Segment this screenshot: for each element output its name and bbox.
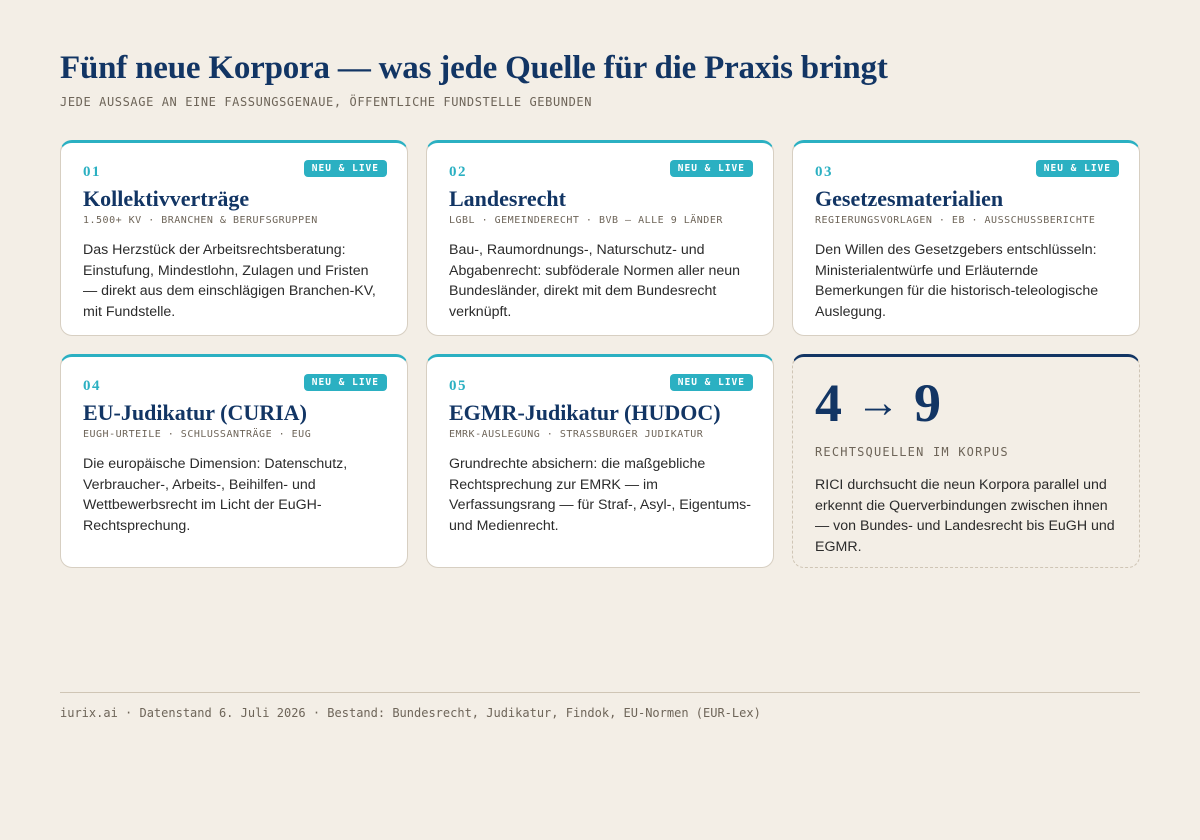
arrow-right-icon: →: [856, 378, 900, 427]
card-description: Grundrechte absichern: die maßgebliche Rechtsprechung zur EMRK — im Verfassungsrang — für Straf-, Asyl-, Eigentums- und Medienrecht.: [449, 456, 751, 534]
card-title: EGMR-Judikatur (HUDOC): [449, 400, 721, 425]
corpus-count: [815, 373, 1117, 437]
card-number: 05: [449, 378, 467, 394]
count-from: 4: [815, 373, 842, 433]
card-meta: 1.500+ KV · BRANCHEN & BERUFSGRUPPEN: [83, 215, 318, 226]
card-meta: LGBL · GEMEINDERECHT · BVB — ALLE 9 LÄNDER: [449, 215, 723, 226]
card-description: Das Herzstück der Arbeitsrechtsberatung: Einstufung, Mindestlohn, Zulagen und Fristen — direkt aus dem einschlägigen Branchen-KV, mit Fundstelle.: [83, 242, 376, 320]
card-number: 01: [83, 164, 101, 180]
status-badge: NEU & LIVE: [1036, 160, 1119, 177]
status-badge: NEU & LIVE: [670, 160, 753, 177]
card-title: EU-Judikatur (CURIA): [83, 400, 307, 425]
summary-description: RICI durchsucht die neun Korpora parallel und erkennt die Querverbindungen zwischen ihnen — von Bundes- und Landesrecht bis EuGH und EGMR.: [815, 477, 1115, 555]
card-description: Den Willen des Gesetzgebers entschlüsseln: Ministerialentwürfe und Erläuternde Bemerkungen für die historisch-teleologische Auslegung.: [815, 242, 1099, 320]
card-number: 04: [83, 378, 101, 394]
corpus-card-kollektivvertraege: [60, 140, 408, 336]
card-title: Gesetzesmaterialien: [815, 186, 1004, 211]
footer-divider: [60, 692, 1140, 693]
card-number: 02: [449, 164, 467, 180]
page-title: Fünf neue Korpora — was jede Quelle für die Praxis bringt: [60, 50, 888, 86]
card-meta: REGIERUNGSVORLAGEN · EB · AUSSCHUSSBERICHTE: [815, 215, 1096, 226]
corpus-card-landesrecht: [426, 140, 774, 336]
card-description: Bau-, Raumordnungs-, Naturschutz- und Abgabenrecht: subföderale Normen aller neun Bundesländer, direkt mit dem Bundesrecht verknüpft.: [449, 242, 741, 320]
card-meta: EMRK-AUSLEGUNG · STRASSBURGER JUDIKATUR: [449, 429, 704, 440]
status-badge: NEU & LIVE: [304, 160, 387, 177]
status-badge: NEU & LIVE: [304, 374, 387, 391]
summary-label: RECHTSQUELLEN IM KORPUS: [815, 445, 1009, 459]
card-title: Kollektivverträge: [83, 186, 250, 211]
corpus-card-egmr-judikatur: [426, 354, 774, 568]
card-number: 03: [815, 164, 833, 180]
footer-text: iurix.ai · Datenstand 6. Juli 2026 · Bestand: Bundesrecht, Judikatur, Findok, EU-Normen (EUR-Lex): [60, 706, 761, 720]
card-description: Die europäische Dimension: Datenschutz, Verbraucher-, Arbeits-, Beihilfen- und Wettbewerbsrecht im Licht der EuGH-Rechtsprechung.: [83, 456, 348, 534]
status-badge: NEU & LIVE: [670, 374, 753, 391]
card-title: Landesrecht: [449, 186, 566, 211]
count-to: 9: [914, 373, 941, 433]
card-meta: EUGH-URTEILE · SCHLUSSANTRÄGE · EUG: [83, 429, 312, 440]
corpus-card-eu-judikatur: [60, 354, 408, 568]
summary-card: [792, 354, 1140, 568]
page-subtitle: JEDE AUSSAGE AN EINE FASSUNGSGENAUE, ÖFFENTLICHE FUNDSTELLE GEBUNDEN: [60, 95, 593, 109]
corpus-card-gesetzesmaterialien: [792, 140, 1140, 336]
